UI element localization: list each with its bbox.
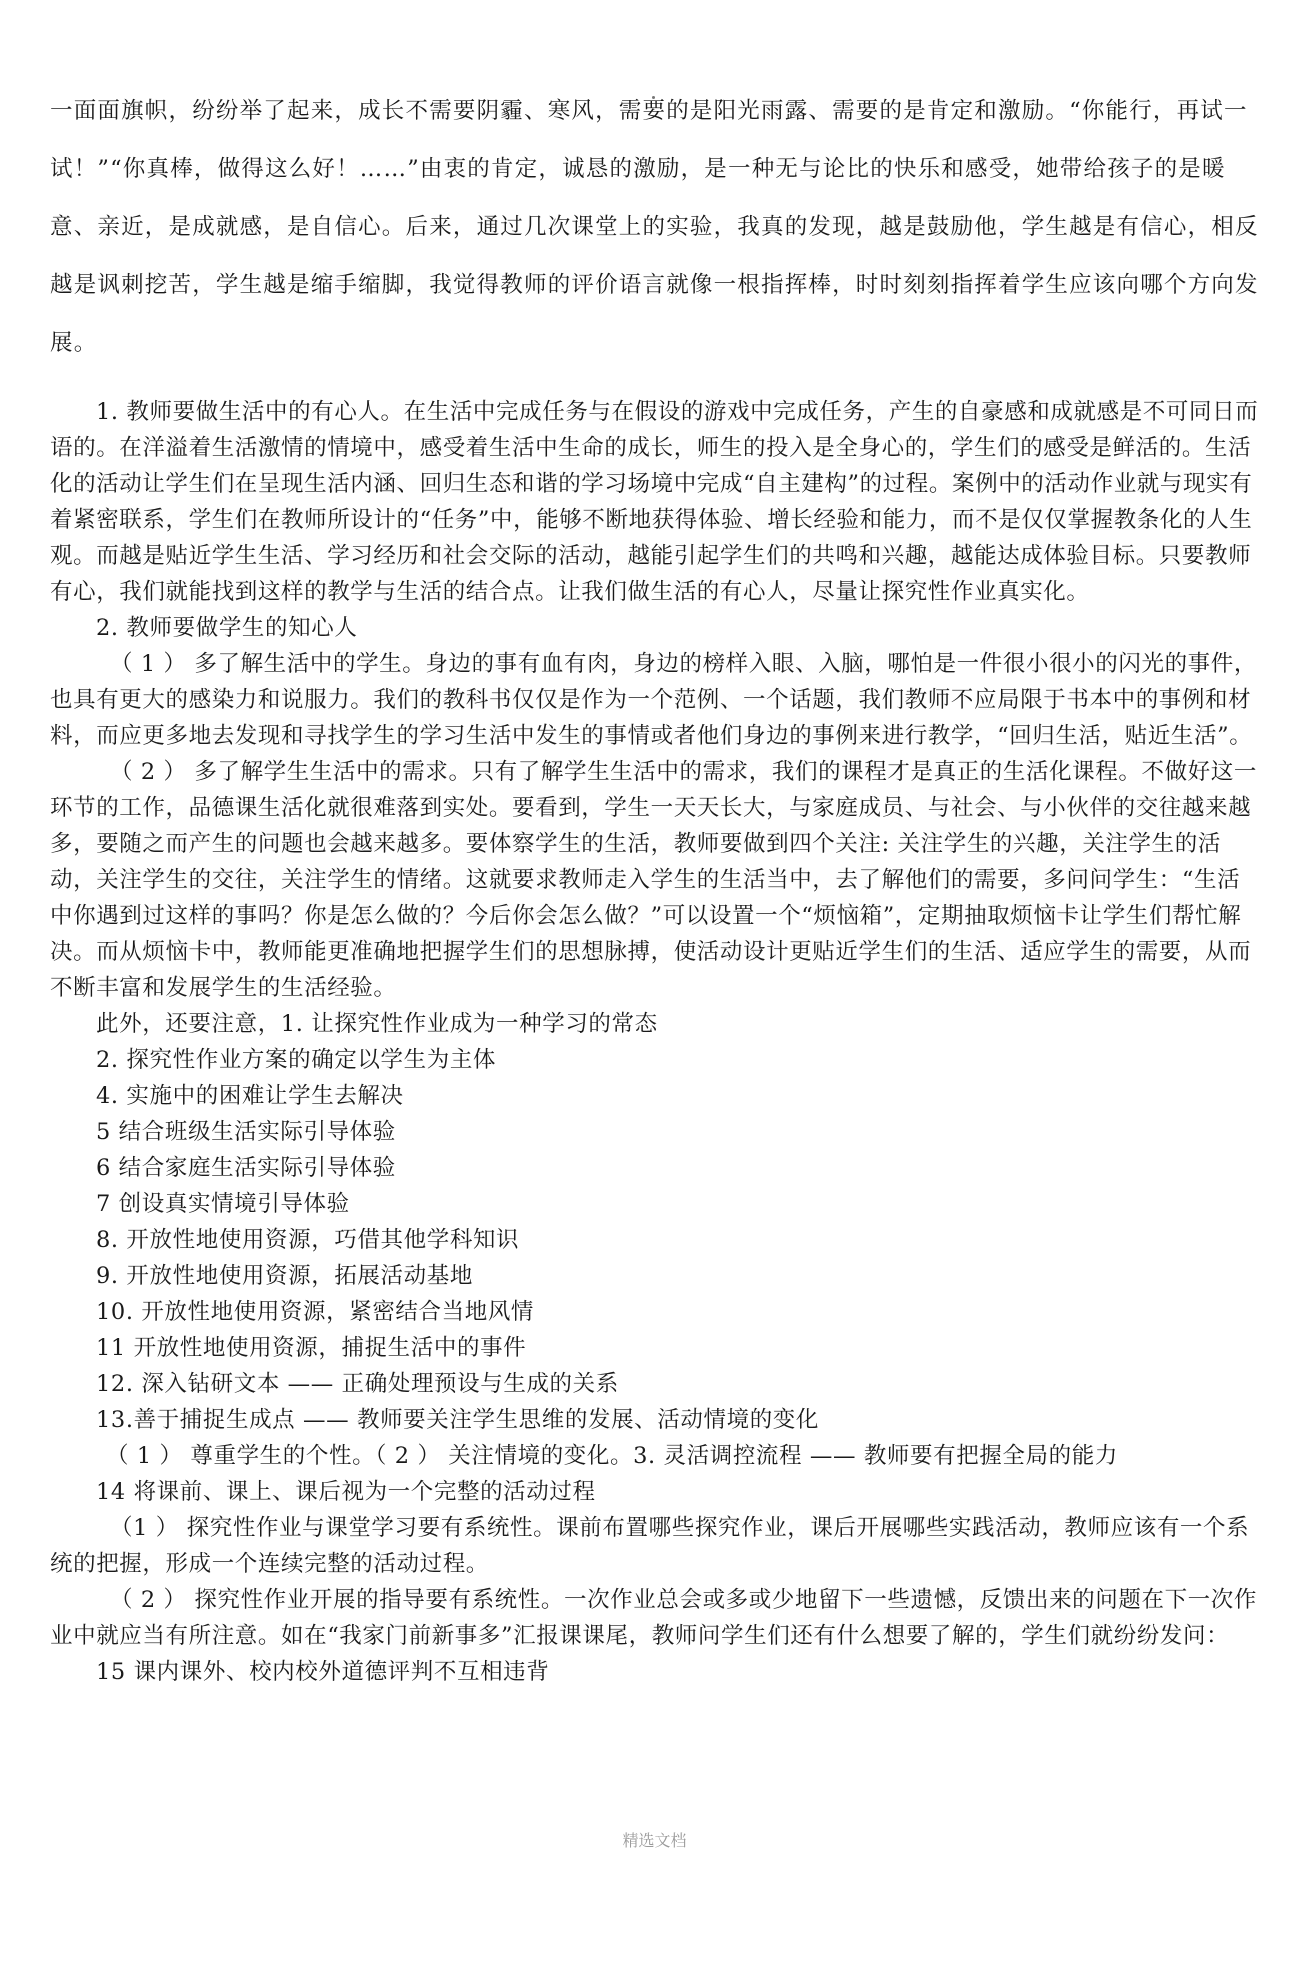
paragraph-respect-individuality: （ 1 ） 尊重学生的个性。（ 2 ） 关注情境的变化。3. 灵活调控流程 —— 教师要有把握全局的能力 xyxy=(106,1443,1118,1469)
intro-paragraph: 一面面旗帜，纷纷举了起来，成长不需要阴霾、寒风，需要的是阳光雨露、需要的是肯定和激励。“你能行，再试一试！”“你真棒，做得这么好！……”由衷的肯定，诚恳的激励，是一种无与论比的快乐和感受，她带给孩子的是暖意、亲近，是成就感，是自信心。后来，通过几次课堂上的实验，我真的发现，越是鼓励他，学生越是有信心，相反越是讽刺挖苦，学生越是缩手缩脚，我觉得教师的评价语言就像一根指挥棒，时时刻刻指挥着学生应该向哪个方向发展。 xyxy=(50,98,1259,356)
paragraph-systematic-guidance: （ 2 ） 探究性作业开展的指导要有系统性。一次作业总会或多或少地留下一些遗憾，反馈出来的问题在下一次作业中就应当有所注意。如在“我家门前新事多”汇报课课尾，教师问学生们还有什么想要了解的，学生们就纷纷发问： xyxy=(50,1587,1257,1649)
paragraph-teacher-attentive: 1. 教师要做生活中的有心人。在生活中完成任务与在假设的游戏中完成任务，产生的自豪感和成就感是不可同日而语的。在洋溢着生活激情的情境中，感受着生活中生命的成长，师生的投入是全身心的，学生们的感受是鲜活的。生活化的活动让学生们在呈现生活内涵、回归生态和谐的学习场境中完成“自主建构”的过程。案例中的活动作业就与现实有着紧密联系，学生们在教师所设计的“任务”中，能够不断地获得体验、增长经验和能力，而不是仅仅掌握教条化的人生观。而越是贴近学生生活、学习经历和社会交际的活动，越能引起学生们的共鸣和兴趣，越能达成体验目标。只要教师有心，我们就能找到这样的教学与生活的结合点。让我们做生活的有心人，尽量让探究性作业真实化。 xyxy=(50,399,1259,605)
list-item: 10. 开放性地使用资源，紧密结合当地风情 xyxy=(96,1299,535,1325)
list-item: 7 创设真实情境引导体验 xyxy=(96,1191,350,1217)
list-item: 5 结合班级生活实际引导体验 xyxy=(96,1119,396,1145)
heading-teacher-confidant: 2. 教师要做学生的知心人 xyxy=(96,615,358,641)
list-item: 2. 探究性作业方案的确定以学生为主体 xyxy=(96,1047,497,1073)
list-item: 9. 开放性地使用资源，拓展活动基地 xyxy=(96,1263,473,1289)
list-item: 13.善于捕捉生成点 —— 教师要关注学生思维的发展、活动情境的变化 xyxy=(96,1407,819,1433)
page-footer: 精选文档 xyxy=(622,1833,687,1850)
paragraph-understand-students: （ 1 ） 多了解生活中的学生。身边的事有血有肉，身边的榜样入眼、入脑，哪怕是一件很小很小的闪光的事件，也具有更大的感染力和说服力。我们的教科书仅仅是作为一个范例、一个话题，我们教师不应局限于书本中的事例和材料，而应更多地去发现和寻找学生的学习生活中发生的事情或者他们身边的事例来进行教学，“回归生活，贴近生活”。 xyxy=(50,651,1257,749)
intro-section xyxy=(50,82,1260,372)
list-item: 此外，还要注意，1. 让探究性作业成为一种学习的常态 xyxy=(96,1011,658,1037)
paragraph-systematic-homework: （1 ） 探究性作业与课堂学习要有系统性。课前布置哪些探究作业，课后开展哪些实践活动，教师应该有一个系统的把握，形成一个连续完整的活动过程。 xyxy=(50,1515,1250,1577)
list-item: 11 开放性地使用资源，捕捉生活中的事件 xyxy=(96,1335,527,1361)
list-item: 8. 开放性地使用资源，巧借其他学科知识 xyxy=(96,1227,520,1253)
heading-complete-process: 14 将课前、课上、课后视为一个完整的活动过程 xyxy=(96,1479,596,1505)
heading-moral-judgement: 15 课内课外、校内校外道德评判不互相违背 xyxy=(96,1659,550,1685)
list-item: 6 结合家庭生活实际引导体验 xyxy=(96,1155,396,1181)
body-section xyxy=(50,394,1262,1690)
paragraph-understand-needs: （ 2 ） 多了解学生生活中的需求。只有了解学生生活中的需求，我们的课程才是真正的生活化课程。不做好这一环节的工作，品德课生活化就很难落到实处。要看到，学生一天天长大，与家庭成员、与社会、与小伙伴的交往越来越多，要随之而产生的问题也会越来越多。要体察学生的生活，教师要做到四个关注: 关注学生的兴趣，关注学生的活动，关注学生的交往，关注学生的情绪。这就要求教师走入学生的生活当中，去了解他们的需要，多问问学生：“生活中你遇到过这样的事吗？你是怎么做的？今后你会怎么做？”可以设置一个“烦恼箱”，定期抽取烦恼卡让学生们帮忙解决。而从烦恼卡中，教师能更准确地把握学生们的思想脉搏，使活动设计更贴近学生们的生活、适应学生的需要，从而不断丰富和发展学生的生活经验。 xyxy=(50,759,1257,1001)
list-item: 4. 实施中的困难让学生去解决 xyxy=(96,1083,404,1109)
list-item: 12. 深入钻研文本 —— 正确处理预设与生成的关系 xyxy=(96,1371,619,1397)
